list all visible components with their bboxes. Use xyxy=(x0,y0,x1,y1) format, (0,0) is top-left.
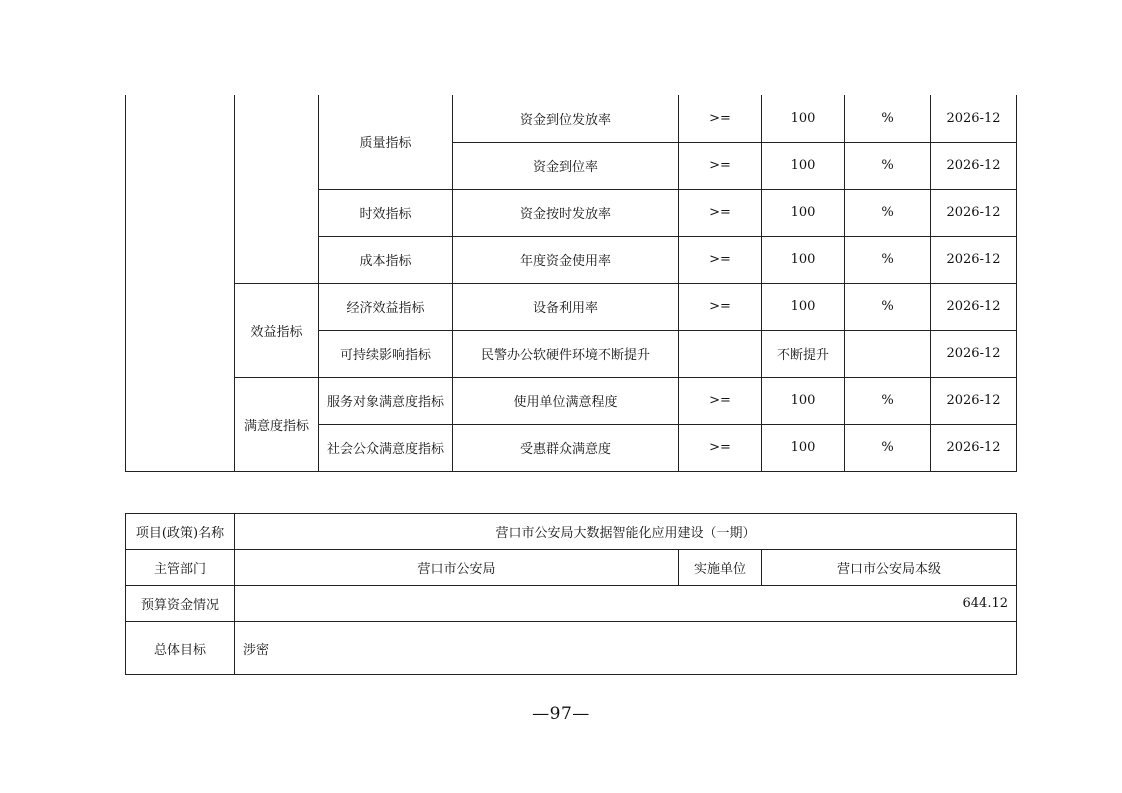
level2-output-cell xyxy=(235,95,319,283)
indicator-date: 2026-12 xyxy=(931,330,1017,377)
indicator-unit: % xyxy=(845,424,931,471)
indicator-date: 2026-12 xyxy=(931,95,1017,142)
indicator-date: 2026-12 xyxy=(931,424,1017,471)
project-name-value: 营口市公安局大数据智能化应用建设（一期） xyxy=(235,514,1017,550)
performance-indicator-table xyxy=(125,95,1017,472)
indicator-date: 2026-12 xyxy=(931,377,1017,424)
level3-economic: 经济效益指标 xyxy=(319,283,453,330)
indicator-value: 不断提升 xyxy=(762,330,845,377)
indicator-name: 使用单位满意程度 xyxy=(453,377,679,424)
indicator-name: 资金按时发放率 xyxy=(453,189,679,236)
indicator-name: 年度资金使用率 xyxy=(453,236,679,283)
project-info-table xyxy=(125,513,1017,675)
indicator-value: 100 xyxy=(762,236,845,283)
goal-label: 总体目标 xyxy=(126,622,235,675)
level3-cost: 成本指标 xyxy=(319,236,453,283)
indicator-unit: % xyxy=(845,236,931,283)
budget-value: 644.12 xyxy=(235,586,1017,622)
indicator-operator: >= xyxy=(679,95,762,142)
level3-sustainable: 可持续影响指标 xyxy=(319,330,453,377)
indicator-value: 100 xyxy=(762,95,845,142)
impl-label: 实施单位 xyxy=(679,550,762,586)
indicator-unit: % xyxy=(845,189,931,236)
indicator-date: 2026-12 xyxy=(931,189,1017,236)
indicator-operator: >= xyxy=(679,377,762,424)
dept-value: 营口市公安局 xyxy=(235,550,679,586)
impl-value: 营口市公安局本级 xyxy=(762,550,1017,586)
project-name-label: 项目(政策)名称 xyxy=(126,514,235,550)
indicator-date: 2026-12 xyxy=(931,236,1017,283)
indicator-value: 100 xyxy=(762,283,845,330)
indicator-name: 民警办公软硬件环境不断提升 xyxy=(453,330,679,377)
level2-satisfaction: 满意度指标 xyxy=(235,377,319,471)
indicator-operator: >= xyxy=(679,189,762,236)
indicator-value: 100 xyxy=(762,142,845,189)
indicator-name: 受惠群众满意度 xyxy=(453,424,679,471)
indicator-name: 资金到位率 xyxy=(453,142,679,189)
level1-cell xyxy=(126,95,235,471)
indicator-value: 100 xyxy=(762,377,845,424)
goal-value: 涉密 xyxy=(235,622,1017,675)
indicator-unit: % xyxy=(845,377,931,424)
indicator-name: 资金到位发放率 xyxy=(453,95,679,142)
indicator-unit: % xyxy=(845,95,931,142)
indicator-unit: % xyxy=(845,283,931,330)
level3-quality: 质量指标 xyxy=(319,95,453,189)
indicator-operator: >= xyxy=(679,283,762,330)
indicator-date: 2026-12 xyxy=(931,142,1017,189)
indicator-unit xyxy=(845,330,931,377)
indicator-operator: >= xyxy=(679,236,762,283)
budget-label: 预算资金情况 xyxy=(126,586,235,622)
indicator-date: 2026-12 xyxy=(931,283,1017,330)
level3-timeliness: 时效指标 xyxy=(319,189,453,236)
indicator-unit: % xyxy=(845,142,931,189)
indicator-operator: >= xyxy=(679,142,762,189)
level2-benefit: 效益指标 xyxy=(235,283,319,377)
page-number: —97— xyxy=(532,704,590,724)
indicator-operator xyxy=(679,330,762,377)
indicator-operator: >= xyxy=(679,424,762,471)
dept-label: 主管部门 xyxy=(126,550,235,586)
indicator-value: 100 xyxy=(762,424,845,471)
indicator-value: 100 xyxy=(762,189,845,236)
indicator-name: 设备利用率 xyxy=(453,283,679,330)
level3-public: 社会公众满意度指标 xyxy=(319,424,453,471)
level3-service-target: 服务对象满意度指标 xyxy=(319,377,453,424)
